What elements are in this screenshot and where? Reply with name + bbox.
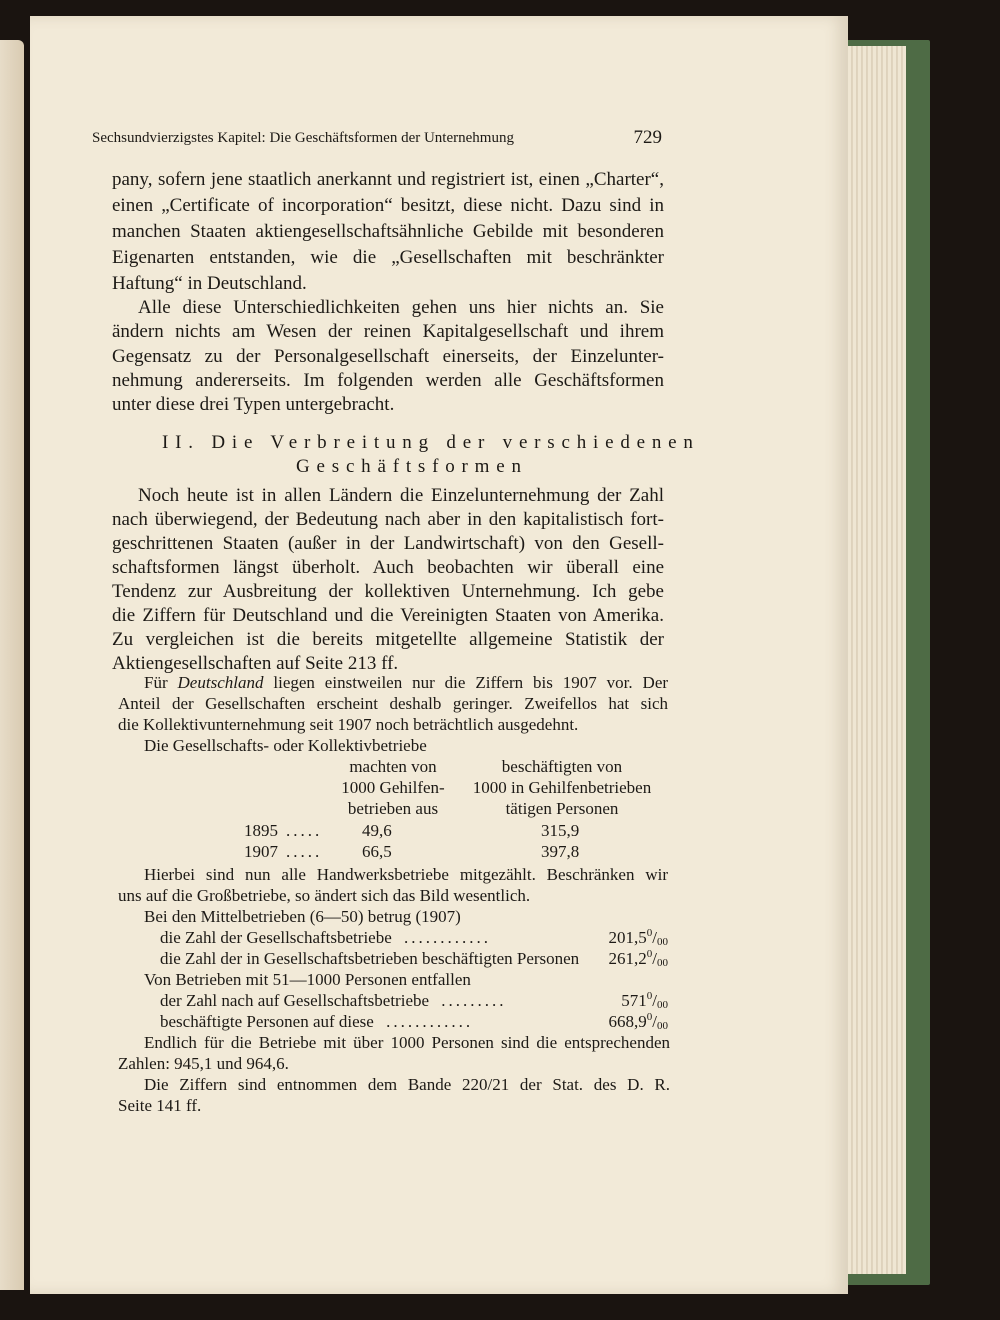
table-cell: 66,5	[362, 842, 392, 861]
text-line: Eigenarten entstanden, wie die „Gesellschaften mit beschränkter	[112, 247, 664, 268]
text-line: manchen Staaten aktiengesellschaftsähnliche Gebilde mit besonderen	[112, 221, 664, 242]
text-line: einen „Certificate of incorporation“ besitzt, diese nicht. Dazu sind in	[112, 195, 664, 216]
footnote-line: Hierbei sind nun alle Handwerksbetriebe mitgezählt. Beschränken wir	[144, 865, 668, 884]
text-line: Alle diese Unterschiedlichkeiten gehen uns hier nichts an. Sie	[138, 297, 664, 318]
running-head-title: Sechsundvierzigstes Kapitel: Die Geschäftsformen der Unternehmung	[92, 130, 514, 146]
table-row-leader: .....	[286, 842, 323, 861]
stat-line: die Zahl der in Gesellschaftsbetrieben beschäftigten Personen $261,2^0/_{00}$	[160, 948, 668, 969]
table-row-leader: .....	[286, 821, 323, 840]
footnote-line: Seite 141 ff.	[118, 1096, 202, 1115]
text-line: Gegensatz zu der Personalgesellschaft einerseits, der Einzelunter-	[112, 346, 664, 367]
text-line: die Ziffern für Deutschland und die Vereinigten Staaten von Amerika.	[112, 605, 664, 626]
text-line: nach überwiegend, der Bedeutung nach aber in den kapitalistisch fort-	[112, 509, 664, 530]
footnote-line: Anteil der Gesellschaften erscheint deshalb geringer. Zweifellos hat sich	[118, 694, 668, 713]
text-line: Noch heute ist in allen Ländern die Einzelunternehmung der Zahl	[138, 485, 664, 506]
table-cell: 397,8	[541, 842, 580, 861]
text-line: geschrittenen Staaten (außer in der Landwirtschaft) von den Gesell-	[112, 533, 664, 554]
text-line: Tendenz zur Ausbreitung der kollektiven Unternehmung. Ich gebe	[112, 581, 664, 602]
section-heading-line-2: Geschäftsformen	[296, 456, 528, 477]
stat-line: die Zahl der Gesellschaftsbetriebe ............ $201,5^0/_{00}$	[160, 927, 668, 948]
text-line: pany, sofern jene staatlich anerkannt und registriert ist, einen „Charter“,	[112, 169, 664, 190]
text-line: Haftung“ in Deutschland.	[112, 273, 307, 294]
footnote-line: Die Ziffern sind entnommen dem Bande 220/21 der Stat. des D. R.	[144, 1075, 670, 1094]
footnote-line: Bei den Mittelbetrieben (6—50) betrug (1907)	[144, 907, 461, 926]
emphasis-deutschland: Deutschland	[177, 673, 264, 692]
column-header-2: beschäftigten von 1000 in Gehilfenbetrieben tätigen Personen	[472, 757, 652, 818]
table-row-year: 1895	[244, 821, 278, 840]
text-line: Zu vergleichen ist die bereits mitgetellte allgemeine Statistik der	[112, 629, 664, 650]
footnote-line: Für Deutschland liegen einstweilen nur die Ziffern bis 1907 vor. Der	[144, 673, 669, 692]
table-cell: 49,6	[362, 821, 392, 840]
footnote-line: uns auf die Großbetriebe, so ändert sich das Bild wesentlich.	[118, 886, 531, 905]
section-heading: II. Die Verbreitung der verschiedenen	[162, 432, 700, 453]
text-line: schaftsformen längst überholt. Auch beobachten wir überall eine	[112, 557, 664, 578]
footnote-line: Zahlen: 945,1 und 964,6.	[118, 1054, 289, 1073]
footnote-line: Endlich für die Betriebe mit über 1000 Personen sind die entsprechenden	[144, 1033, 670, 1052]
footnote-line: die Kollektivunternehmung seit 1907 noch beträchtlich ausgedehnt.	[118, 715, 579, 734]
text-line: Aktiengesellschaften auf Seite 213 ff.	[112, 653, 399, 674]
column-header-1: machten von 1000 Gehilfen- betrieben aus	[341, 757, 445, 818]
left-page-edge	[0, 40, 24, 1290]
footnote-line: Von Betrieben mit 51—1000 Personen entfallen	[144, 970, 471, 989]
page-number: 729	[633, 127, 662, 148]
table-intro: Die Gesellschafts- oder Kollektivbetriebe	[144, 736, 427, 755]
text-line: ändern nichts am Wesen der reinen Kapitalgesellschaft und ihrem	[112, 321, 664, 342]
table-row-year: 1907	[244, 842, 278, 861]
stat-line: beschäftigte Personen auf diese ............ $668,9^0/_{00}$	[160, 1011, 668, 1032]
table-cell: 315,9	[541, 821, 580, 840]
text-line: unter diese drei Typen untergebracht.	[112, 394, 395, 415]
page-stack-edge	[838, 46, 906, 1274]
stat-line: der Zahl nach auf Gesellschaftsbetriebe ......... $571^0/_{00}$	[160, 990, 668, 1011]
text-line: nehmung andererseits. Im folgenden werden alle Geschäftsformen	[112, 370, 664, 391]
